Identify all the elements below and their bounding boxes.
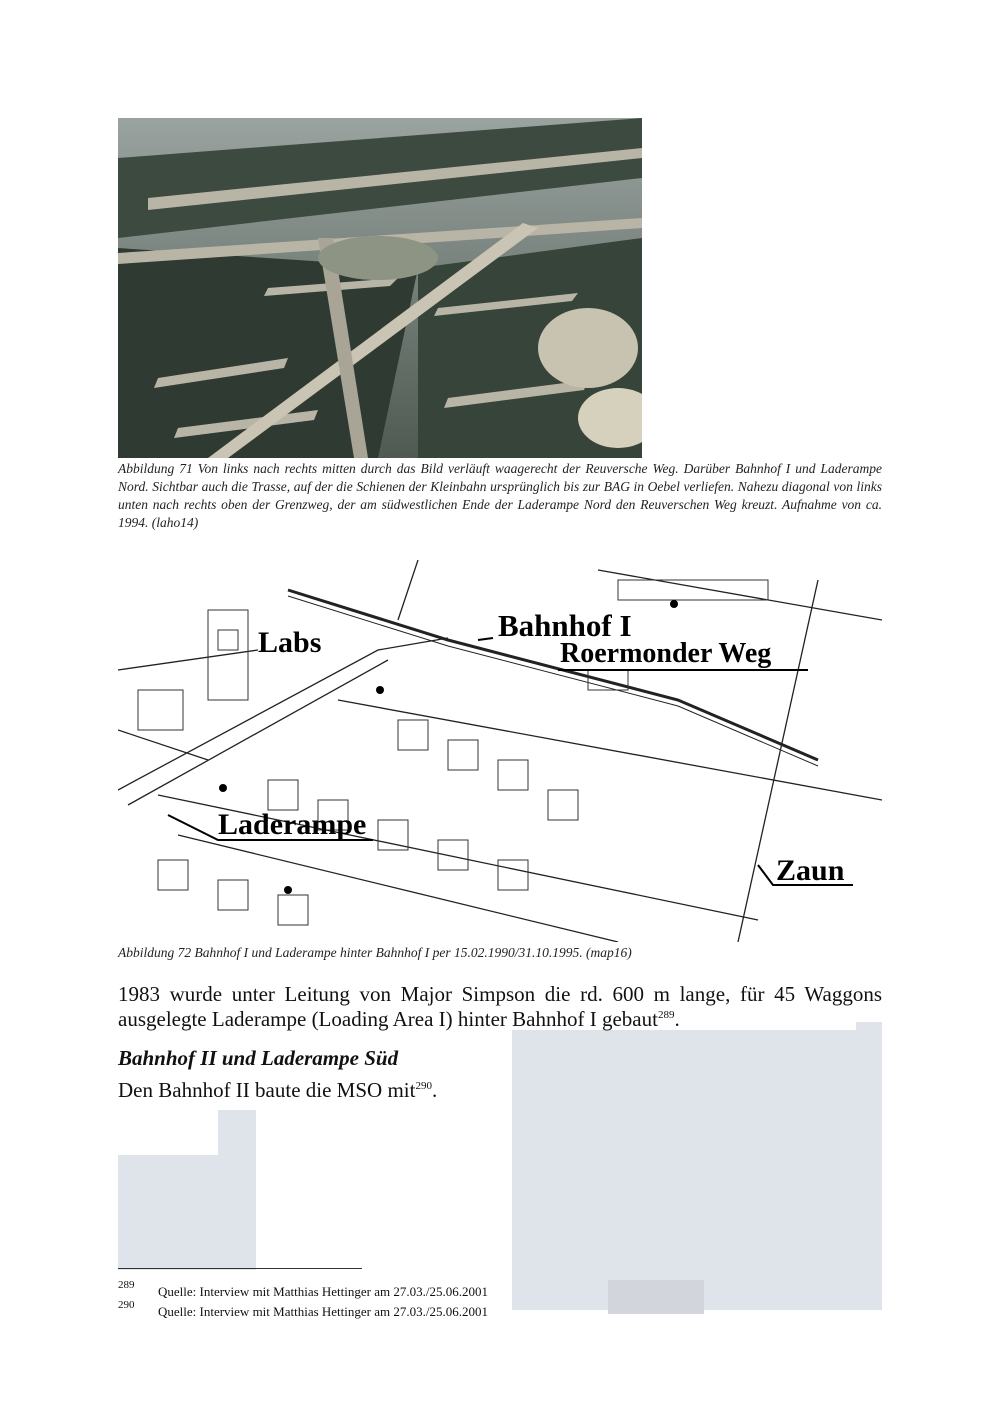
paragraph-end: . — [431, 1078, 438, 1102]
map-label-bahnhof: Bahnhof I — [498, 608, 632, 643]
site-map — [118, 560, 882, 942]
aerial-photo — [118, 118, 642, 458]
map-label-laderampe: Laderampe — [218, 808, 367, 841]
footnote-text: Quelle: Interview mit Matthias Hettinger am 27.03./25.06.2001 — [158, 1284, 488, 1299]
paragraph-text: Den Bahnhof II baute die MSO mit — [118, 1078, 416, 1102]
section-paragraph — [118, 1078, 882, 1103]
footnote-number: 289 — [118, 1279, 135, 1291]
scan-artifact — [512, 1030, 882, 1310]
scan-artifact — [118, 1155, 256, 1270]
map-label-zaun: Zaun — [776, 854, 845, 887]
footnote-ref[interactable]: 290 — [415, 1080, 432, 1092]
footnote-rule — [118, 1268, 362, 1269]
caption-text: Abbildung 71 Von links nach rechts mitten durch das Bild verläuft waagerecht der Reuversche Weg. Darüber Bahnhof I und Laderampe Nord. Sichtbar auch die Trasse, auf der die Schienen der Kleinbahn ursprünglich bis zur BAG in Oebel verliefen. Nahezu diagonal von links unten nach rechts oben der Grenzweg, der am südwestlichen Ende der Laderampe Nord den Reuverschen Weg kreuzt. Aufnahme von ca. 1994. (laho14) — [118, 461, 882, 530]
footnote-number: 290 — [118, 1299, 135, 1311]
map-label-labs: Labs — [258, 626, 322, 659]
footnote-text: Quelle: Interview mit Matthias Hettinger am 27.03./25.06.2001 — [158, 1304, 488, 1319]
scan-artifact — [218, 1110, 256, 1160]
map-label-roermonder-weg: Roermonder Weg — [560, 638, 772, 669]
paragraph — [118, 982, 882, 1032]
section-heading: Bahnhof II und Laderampe Süd — [118, 1046, 399, 1070]
paragraph-end: . — [674, 1007, 680, 1031]
footnote-ref[interactable]: 289 — [657, 1009, 675, 1021]
figure-72-caption — [118, 944, 882, 962]
caption-text: Abbildung 72 Bahnhof I und Laderampe hinter Bahnhof I per 15.02.1990/31.10.1995. (map16) — [118, 945, 632, 960]
scan-artifact — [608, 1280, 704, 1314]
paragraph-text: 1983 wurde unter Leitung von Major Simpson die rd. 600 m lange, für 45 Waggons ausgelegte Laderampe (Loading Area I) hinter Bahnhof I gebaut — [118, 982, 882, 1031]
figure-71-caption — [118, 460, 882, 532]
